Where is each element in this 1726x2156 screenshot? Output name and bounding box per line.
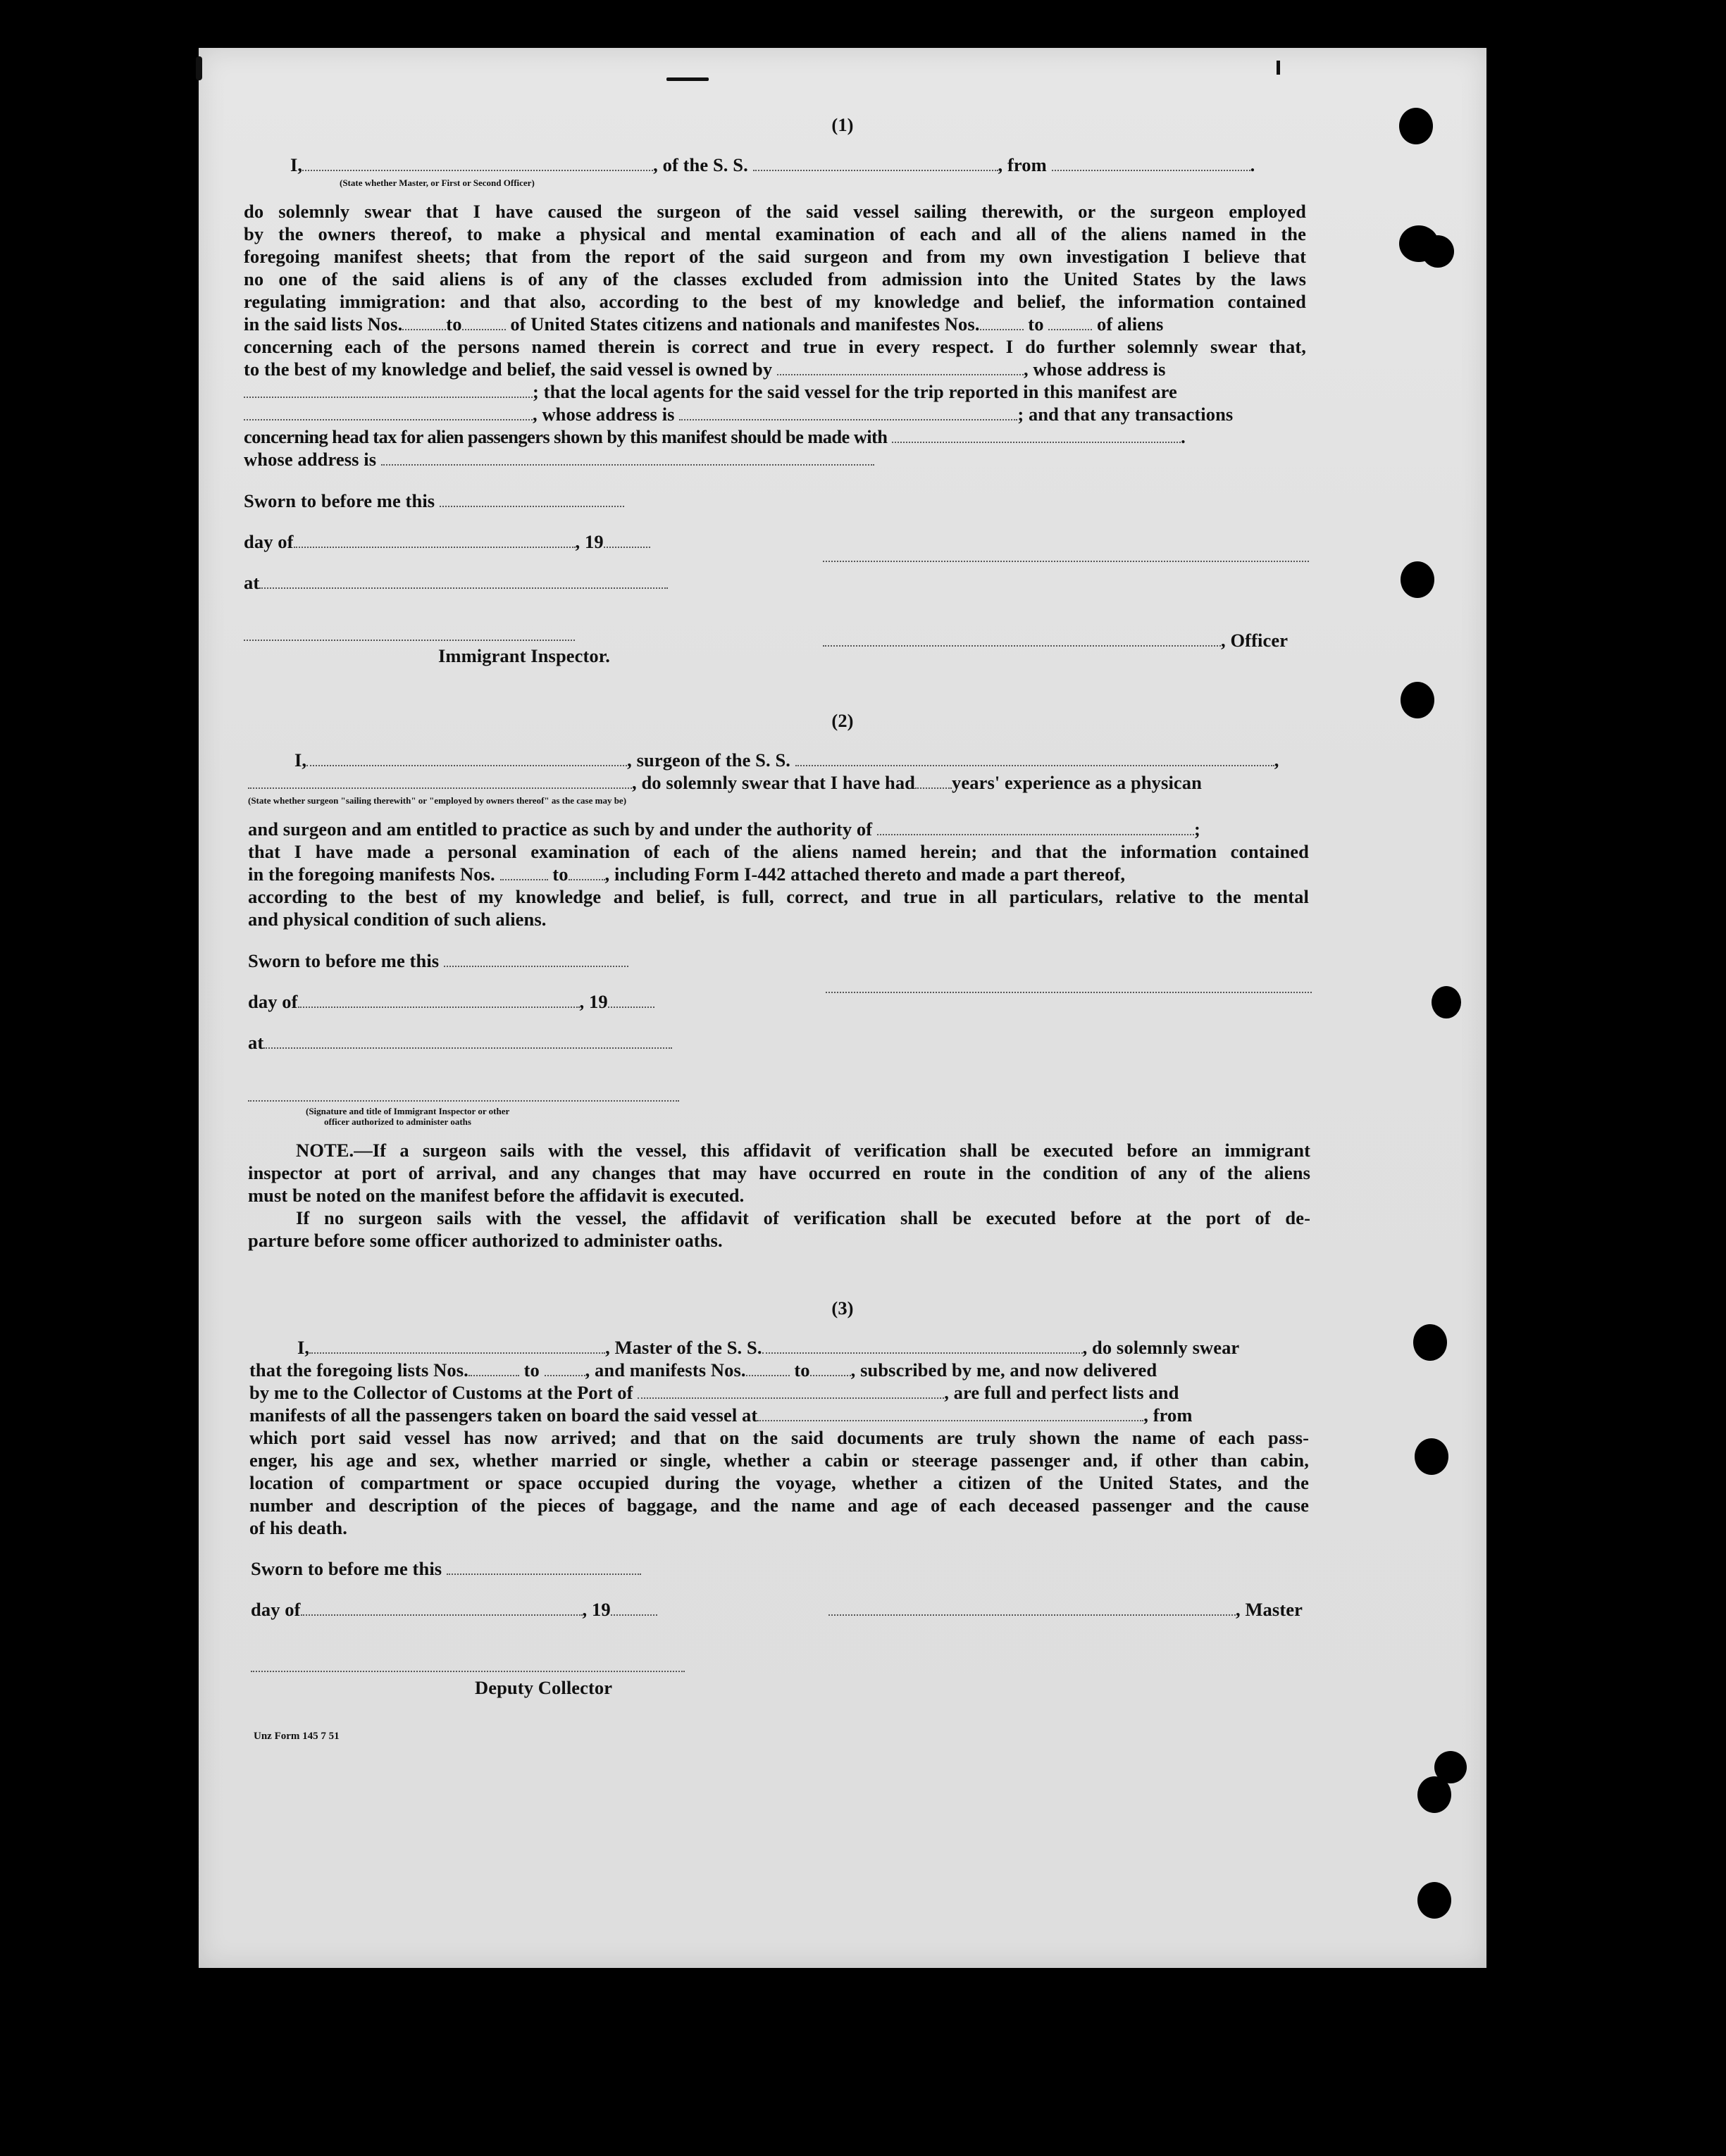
s3-sworn-day-field[interactable] [447, 1571, 641, 1575]
section-2-manifests-line: in the foregoing manifests Nos. to , including Form I-442 attached thereto and made a part thereof, [248, 864, 1126, 885]
port-field[interactable] [638, 1395, 944, 1399]
owner-field[interactable] [777, 371, 1024, 375]
master-vessel-field[interactable] [762, 1350, 1083, 1354]
from-port-field[interactable] [1052, 167, 1250, 171]
section-3-line-1: I, , Master of the S. S. , do solemnly swear [297, 1337, 1240, 1358]
master-signature-field[interactable] [828, 1612, 1236, 1616]
section-3-line-2: that the foregoing lists Nos. to , and manifests Nos. to , subscribed by me, and now delivered [249, 1359, 1157, 1381]
officer-signature-line-top[interactable] [823, 561, 1309, 562]
s2-sworn-day-field[interactable] [444, 963, 628, 967]
surgeon-name-field[interactable] [306, 762, 627, 766]
vessel-name-field[interactable] [753, 167, 998, 171]
master-name-field[interactable] [309, 1350, 605, 1354]
embarkation-port-field[interactable] [757, 1417, 1143, 1421]
day-of-line-3: day of , 19 [251, 1600, 657, 1619]
at-line-2: at [248, 1033, 672, 1052]
years-experience-field[interactable] [915, 785, 952, 789]
authority-field[interactable] [877, 831, 1194, 835]
scan-mark [1277, 61, 1280, 75]
punch-hole [1399, 108, 1433, 144]
month-field[interactable] [294, 544, 576, 548]
master-signature-line: , Master [828, 1600, 1303, 1619]
scan-mark [196, 56, 202, 80]
section-2-line-2: , do solemnly swear that I have had years' experience as a physican [248, 773, 1202, 792]
section-1-owner-line: to the best of my knowledge and belief, the said vessel is owned by , whose address is [244, 359, 1166, 380]
surgeon-vessel-field[interactable] [795, 762, 1274, 766]
text-from: , from [998, 154, 1047, 175]
section-2-para-line: according to the best of my knowledge and belief, is full, correct, and true in all particulars, relative to the mental [248, 886, 1309, 907]
section-1-lists-line: in the said lists Nos. to of United States citizens and nationals and manifestes Nos. to of aliens [244, 313, 1164, 335]
section-1-agent-address-line: , whose address is ; and that any transactions [244, 405, 1233, 424]
scan-mark [666, 77, 709, 81]
surgeon-signature-field[interactable] [826, 992, 1312, 993]
section-1-headtax-line: concerning head tax for alien passengers shown by this manifest should be made with . [244, 426, 1186, 447]
deputy-collector-signature-field[interactable] [251, 1671, 685, 1672]
section-1-line-1: I, , of the S. S. , from . [290, 154, 1255, 175]
text-i: I, [290, 154, 303, 175]
officer-signature-field[interactable] [823, 642, 1221, 647]
section-3-line-4: manifests of all the passengers taken on board the said vessel at , from [249, 1404, 1193, 1426]
sworn-day-field[interactable] [440, 503, 624, 507]
section-3-line-3: by me to the Collector of Customs at the Port of , are full and perfect lists and [249, 1382, 1179, 1403]
deputy-collector-label: Deputy Collector [475, 1677, 613, 1698]
section-3-para-line: location of compartment or space occupied during the voyage, whether a citizen of the United States, and the [249, 1472, 1309, 1493]
s3-year-field[interactable] [611, 1612, 657, 1616]
head-tax-address-field[interactable] [381, 461, 874, 466]
section-3-para-line: which port said vessel has now arrived; and that on the said documents are truly shown the name of each pass- [249, 1427, 1309, 1448]
punch-hole [1422, 235, 1454, 268]
surgeon-status-note: (State whether surgeon "sailing therewith" or "employed by owners thereof" as the case may be) [248, 795, 627, 806]
officer-signature-line: , Officer [823, 631, 1288, 650]
section-2-para-line: and physical condition of such aliens. [248, 909, 547, 930]
s3-month-field[interactable] [301, 1612, 583, 1616]
owner-address-field[interactable] [244, 394, 533, 398]
punch-hole [1415, 1438, 1448, 1475]
section-2-authority-line: and surgeon and am entitled to practice as such by and under the authority of ; [248, 818, 1200, 840]
surgeon-status-field[interactable] [248, 785, 632, 789]
s3-manifests-from-field[interactable] [746, 1372, 790, 1376]
section-1-para-line: do solemnly swear that I have caused the surgeon of the said vessel sailing therewith, or the surgeon employed [244, 201, 1306, 222]
signature-title-note-1: (Signature and title of Immigrant Inspector or other [306, 1106, 510, 1116]
punch-hole [1417, 1776, 1451, 1813]
punch-hole [1401, 561, 1434, 598]
section-3-para-line: number and description of the pieces of baggage, and the name and age of each deceased passenger and the cause [249, 1495, 1309, 1516]
immigrant-inspector-label: Immigrant Inspector. [438, 645, 610, 666]
manifests-to-field[interactable] [1048, 326, 1092, 330]
form-sheet [199, 48, 1486, 1968]
note-line: NOTE.—If a surgeon sails with the vessel, this affidavit of verification shall be executed before an immigrant [296, 1140, 1310, 1161]
s2-manifests-from-field[interactable] [500, 876, 548, 880]
s2-at-place-field[interactable] [263, 1045, 672, 1049]
note-line: must be noted on the manifest before the affidavit is executed. [248, 1185, 745, 1206]
sworn-line-3: Sworn to before me this [251, 1559, 641, 1578]
at-line-1: at [244, 573, 668, 592]
section-1-para-line: concerning each of the persons named therein is correct and true in every respect. I do further solemnly swear that, [244, 336, 1306, 357]
sworn-line-1: Sworn to before me this [244, 492, 624, 511]
note-line: If no surgeon sails with the vessel, the affidavit of verification shall be executed before at the port of de- [296, 1207, 1310, 1228]
agents-address-field[interactable] [679, 416, 1017, 420]
s3-lists-from-field[interactable] [468, 1372, 519, 1376]
day-of-line-1: day of , 19 [244, 532, 650, 552]
section-1-para-line: regulating immigration: and that also, according to the best of my knowledge and belief, the information contained [244, 291, 1306, 312]
section-2-number: (2) [831, 710, 854, 731]
section-1-para-line: by the owners thereof, to make a physical and mental examination of each and all of the aliens named in the [244, 223, 1306, 244]
punch-hole [1413, 1324, 1447, 1361]
day-of-line-2: day of , 19 [248, 992, 654, 1011]
section-1-number: (1) [831, 114, 854, 135]
punch-hole [1417, 1882, 1451, 1919]
section-2-line-1: I, , surgeon of the S. S. , [294, 749, 1279, 771]
sworn-line-2: Sworn to before me this [248, 952, 628, 971]
punch-hole [1432, 986, 1461, 1018]
s3-lists-to-field[interactable] [545, 1372, 585, 1376]
s2-month-field[interactable] [298, 1004, 580, 1008]
section-3-para-line: enger, his age and sex, whether married or single, whether a cabin or steerage passenger and, if other than cabin, [249, 1450, 1309, 1471]
inspector-signature-field[interactable] [244, 640, 575, 641]
at-place-field[interactable] [259, 585, 668, 589]
officer-name-field[interactable] [302, 167, 653, 171]
section-3-para-line: of his death. [249, 1517, 347, 1538]
s2-inspector-signature-field[interactable] [248, 1100, 679, 1102]
signature-title-note-2: officer authorized to administer oaths [324, 1116, 471, 1127]
text-of-ss: , of the S. S. [653, 154, 748, 175]
agents-field[interactable] [244, 416, 533, 420]
note-line: inspector at port of arrival, and any changes that may have occurred en route in the condition of any of the aliens [248, 1162, 1310, 1183]
s2-manifests-to-field[interactable] [569, 876, 605, 880]
section-1-para-line: no one of the said aliens is of any of the classes excluded from admission into the United States by the laws [244, 268, 1306, 289]
lists-to-field[interactable] [462, 326, 506, 330]
s3-manifests-to-field[interactable] [810, 1372, 851, 1376]
section-1-address-line: whose address is [244, 450, 874, 469]
year-field[interactable] [604, 544, 650, 548]
section-2-para-line: that I have made a personal examination of each of the aliens named herein; and that the information contained [248, 841, 1309, 862]
punch-hole [1401, 682, 1434, 718]
form-number: Unz Form 145 7 51 [254, 1731, 340, 1742]
section-3-number: (3) [831, 1297, 854, 1319]
s2-year-field[interactable] [608, 1004, 654, 1008]
section-1-agents-line: ; that the local agents for the said vessel for the trip reported in this manifest are [244, 382, 1177, 401]
officer-rank-note: (State whether Master, or First or Second Officer) [340, 177, 535, 188]
note-line: parture before some officer authorized to administer oaths. [248, 1230, 723, 1251]
lists-from-field[interactable] [402, 326, 446, 330]
head-tax-field[interactable] [892, 439, 1181, 443]
manifests-from-field[interactable] [980, 326, 1024, 330]
section-1-para-line: foregoing manifest sheets; that from the report of the said surgeon and from my own investigation I believe that [244, 246, 1306, 267]
